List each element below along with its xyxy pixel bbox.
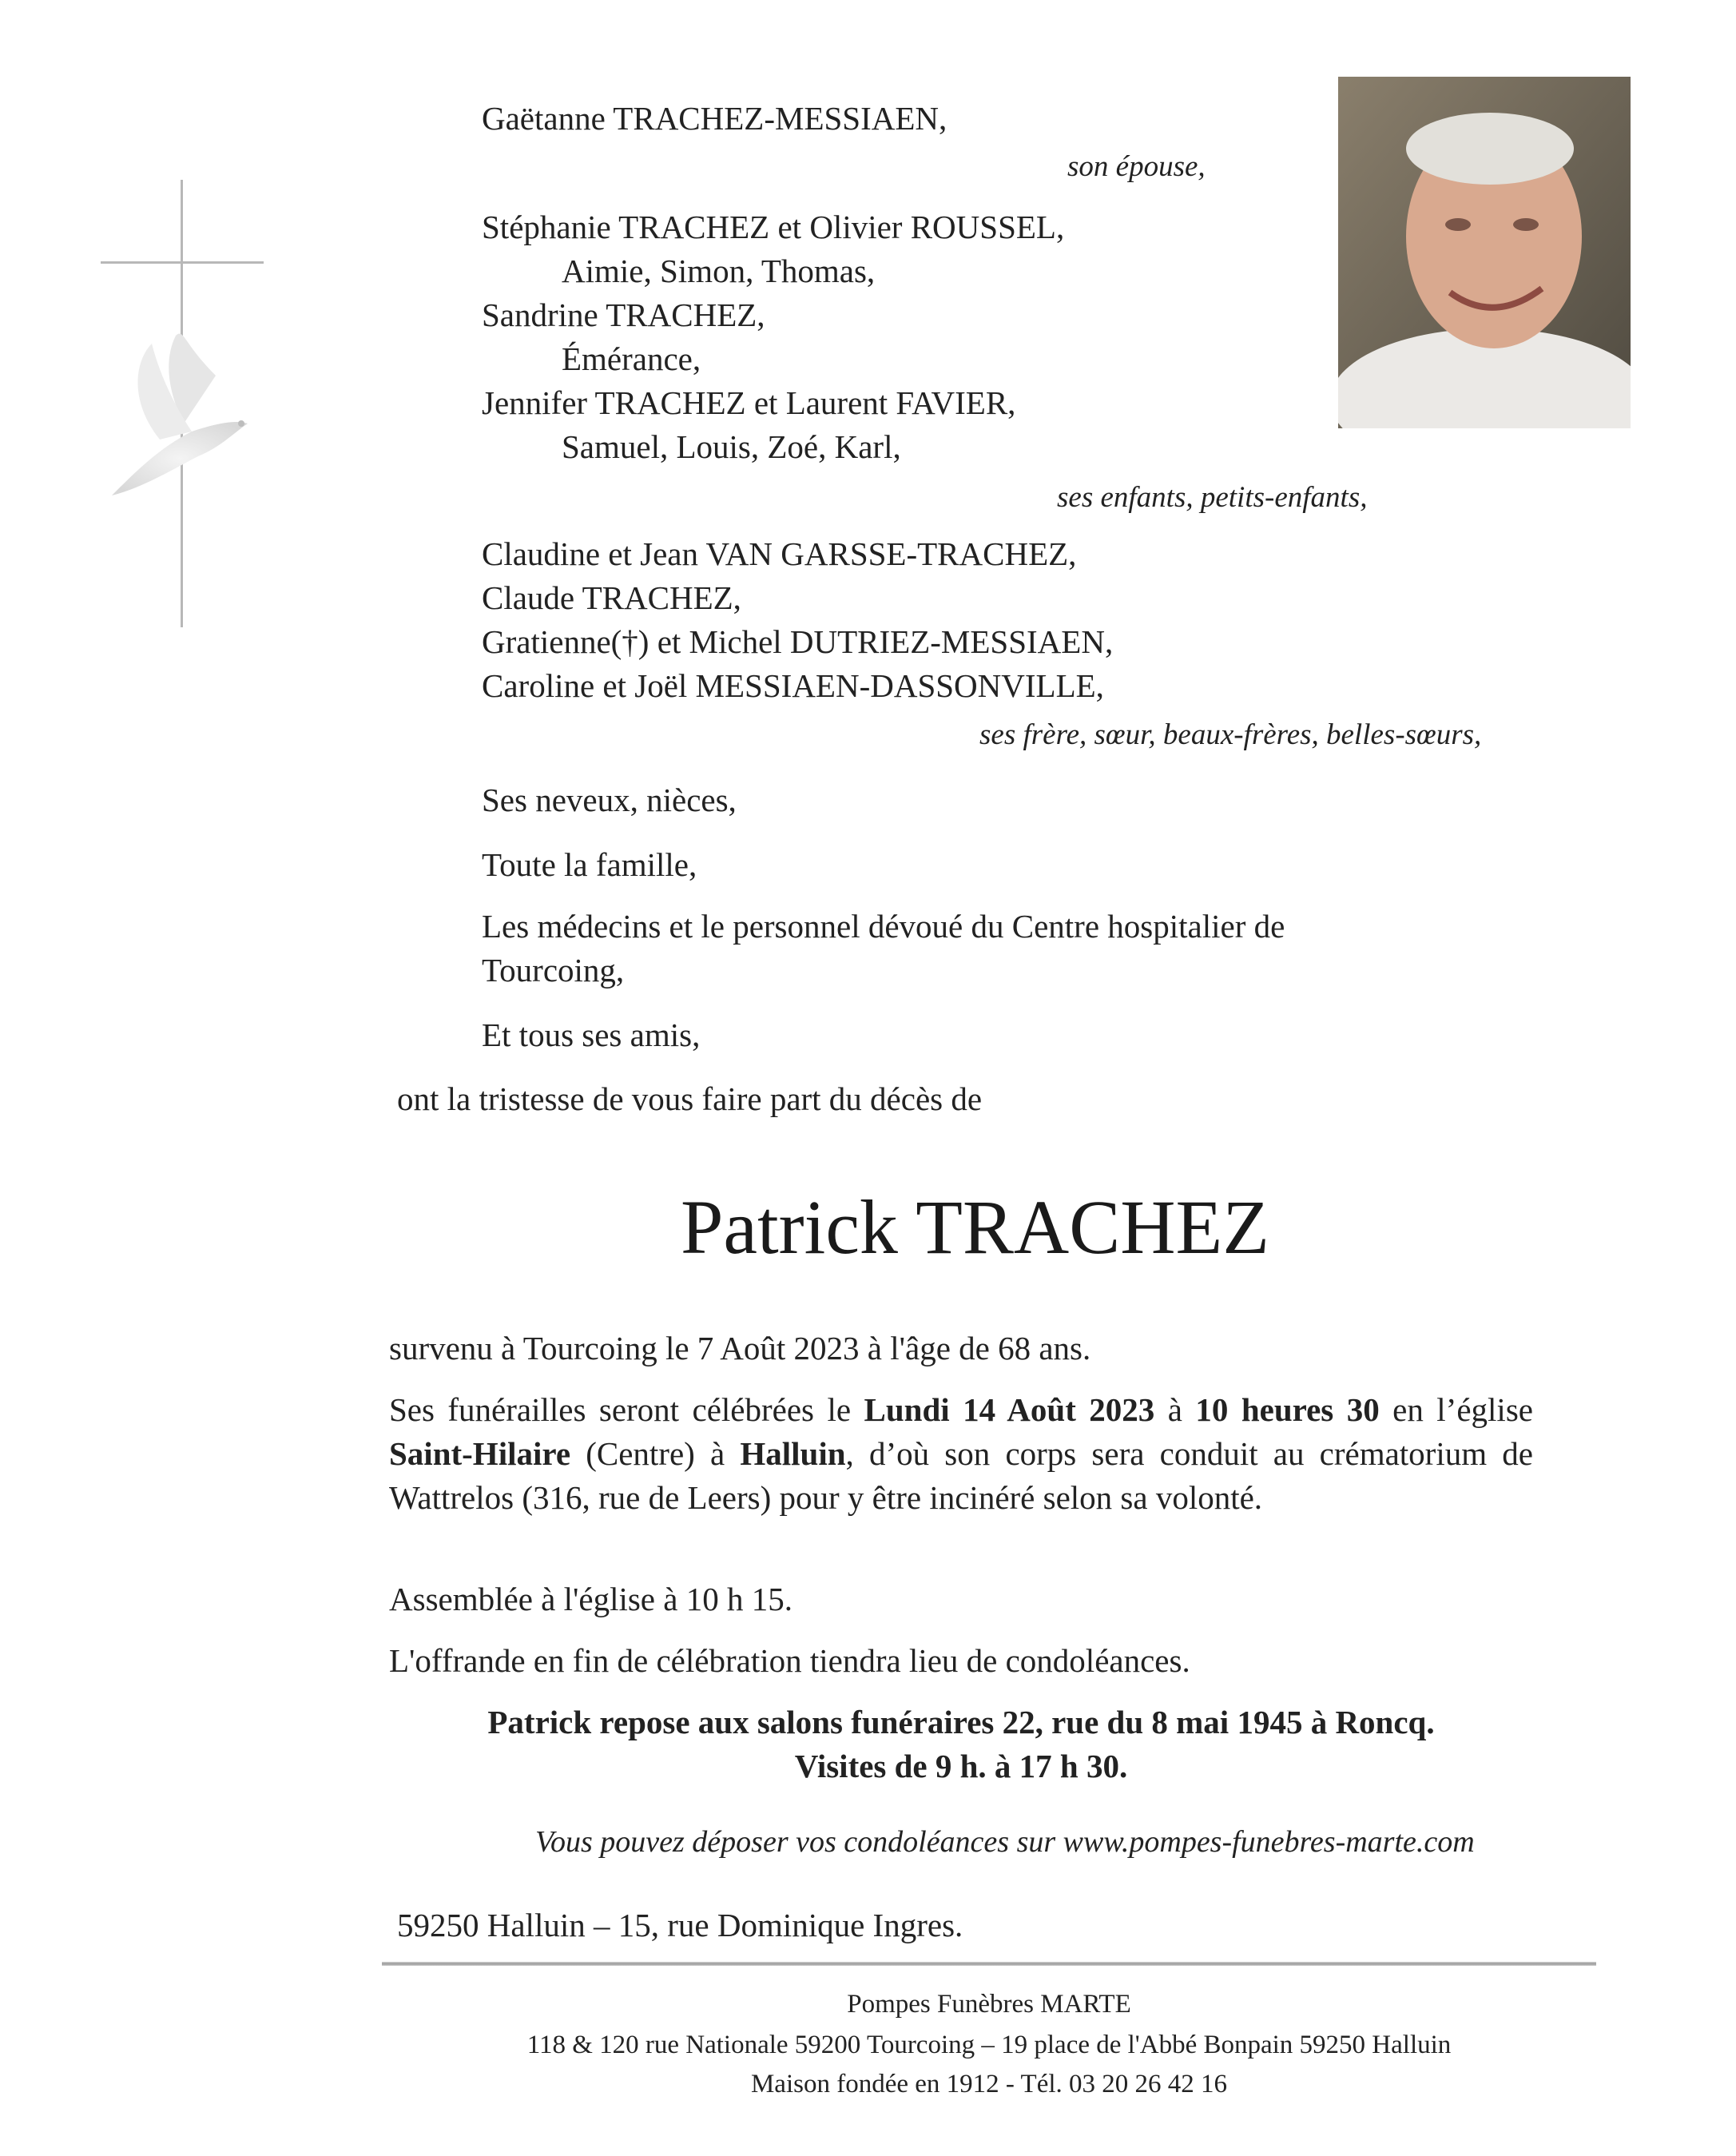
announcement: ont la tristesse de vous faire part du décès de xyxy=(397,1080,983,1117)
family-line: Toute la famille, xyxy=(482,846,697,883)
family-line: Samuel, Louis, Zoé, Karl, xyxy=(562,428,901,465)
funeral-town: Halluin xyxy=(740,1435,846,1472)
family-line: Aimie, Simon, Thomas, xyxy=(562,253,876,289)
siblings-role: ses frère, sœur, beaux-frères, belles-sœurs, xyxy=(979,718,1482,751)
footer-company: Pompes Funèbres MARTE xyxy=(847,1990,1131,2019)
funeral-date: Lundi 14 Août 2023 xyxy=(864,1391,1155,1428)
funeral-text: , d’où son corps sera conduit au crématorium de Wattrelos (316, rue de Leers) pour y être incinéré selon sa volonté. xyxy=(389,1435,1533,1516)
family-line: Gratienne(†) et Michel DUTRIEZ-MESSIAEN, xyxy=(482,623,1114,660)
dove-icon xyxy=(64,328,264,519)
family-line: Les médecins et le personnel dévoué du Centre hospitalier de xyxy=(482,908,1285,945)
family-line: Ses neveux, nièces, xyxy=(482,782,737,818)
condolences-link[interactable]: Vous pouvez déposer vos condoléances sur www.pompes-funebres-marte.com xyxy=(535,1825,1475,1859)
family-line: Émérance, xyxy=(562,340,701,377)
divider xyxy=(382,1962,1596,1966)
family-line: Sandrine TRACHEZ, xyxy=(482,296,765,333)
spouse-role: son épouse, xyxy=(1067,150,1206,183)
spouse-name: Gaëtanne TRACHEZ-MESSIAEN, xyxy=(482,100,947,137)
family-line: Caroline et Joël MESSIAEN-DASSONVILLE, xyxy=(482,667,1104,704)
funeral-text: à xyxy=(1154,1391,1196,1428)
offering-details: L'offrande en fin de célébration tiendra lieu de condoléances. xyxy=(389,1642,1190,1679)
family-line: Tourcoing, xyxy=(482,952,625,988)
deceased-name: Patrick TRACHEZ xyxy=(681,1184,1269,1270)
funeral-time: 10 heures 30 xyxy=(1195,1391,1380,1428)
rest-details: Patrick repose aux salons funéraires 22, rue du 8 mai 1945 à Roncq. xyxy=(487,1704,1435,1740)
cross-icon-bar xyxy=(101,261,264,264)
footer-addresses: 118 & 120 rue Nationale 59200 Tourcoing – 19 place de l'Abbé Bonpain 59250 Halluin xyxy=(526,2031,1452,2059)
funeral-details xyxy=(389,1388,1533,1520)
family-line: Jennifer TRACHEZ et Laurent FAVIER, xyxy=(482,384,1016,421)
funeral-text: Ses funérailles seront célébrées le xyxy=(389,1391,864,1428)
family-line: Claudine et Jean VAN GARSSE-TRACHEZ, xyxy=(482,535,1077,572)
portrait-photo xyxy=(1338,77,1631,428)
visits-details: Visites de 9 h. à 17 h 30. xyxy=(794,1748,1128,1784)
assembly-details: Assemblée à l'église à 10 h 15. xyxy=(389,1581,793,1617)
home-address: 59250 Halluin – 15, rue Dominique Ingres. xyxy=(397,1907,963,1943)
footer-founded: Maison fondée en 1912 - Tél. 03 20 26 42 16 xyxy=(750,2070,1228,2098)
funeral-church: Saint-Hilaire xyxy=(389,1435,571,1472)
children-role: ses enfants, petits-enfants, xyxy=(1057,481,1368,514)
death-details: survenu à Tourcoing le 7 Août 2023 à l'âge de 68 ans. xyxy=(389,1330,1091,1366)
family-line: Claude TRACHEZ, xyxy=(482,579,741,616)
funeral-text: en l’église xyxy=(1379,1391,1533,1428)
funeral-text: (Centre) à xyxy=(570,1435,741,1472)
family-line: Stéphanie TRACHEZ et Olivier ROUSSEL, xyxy=(482,209,1065,245)
family-line: Et tous ses amis, xyxy=(482,1016,701,1053)
